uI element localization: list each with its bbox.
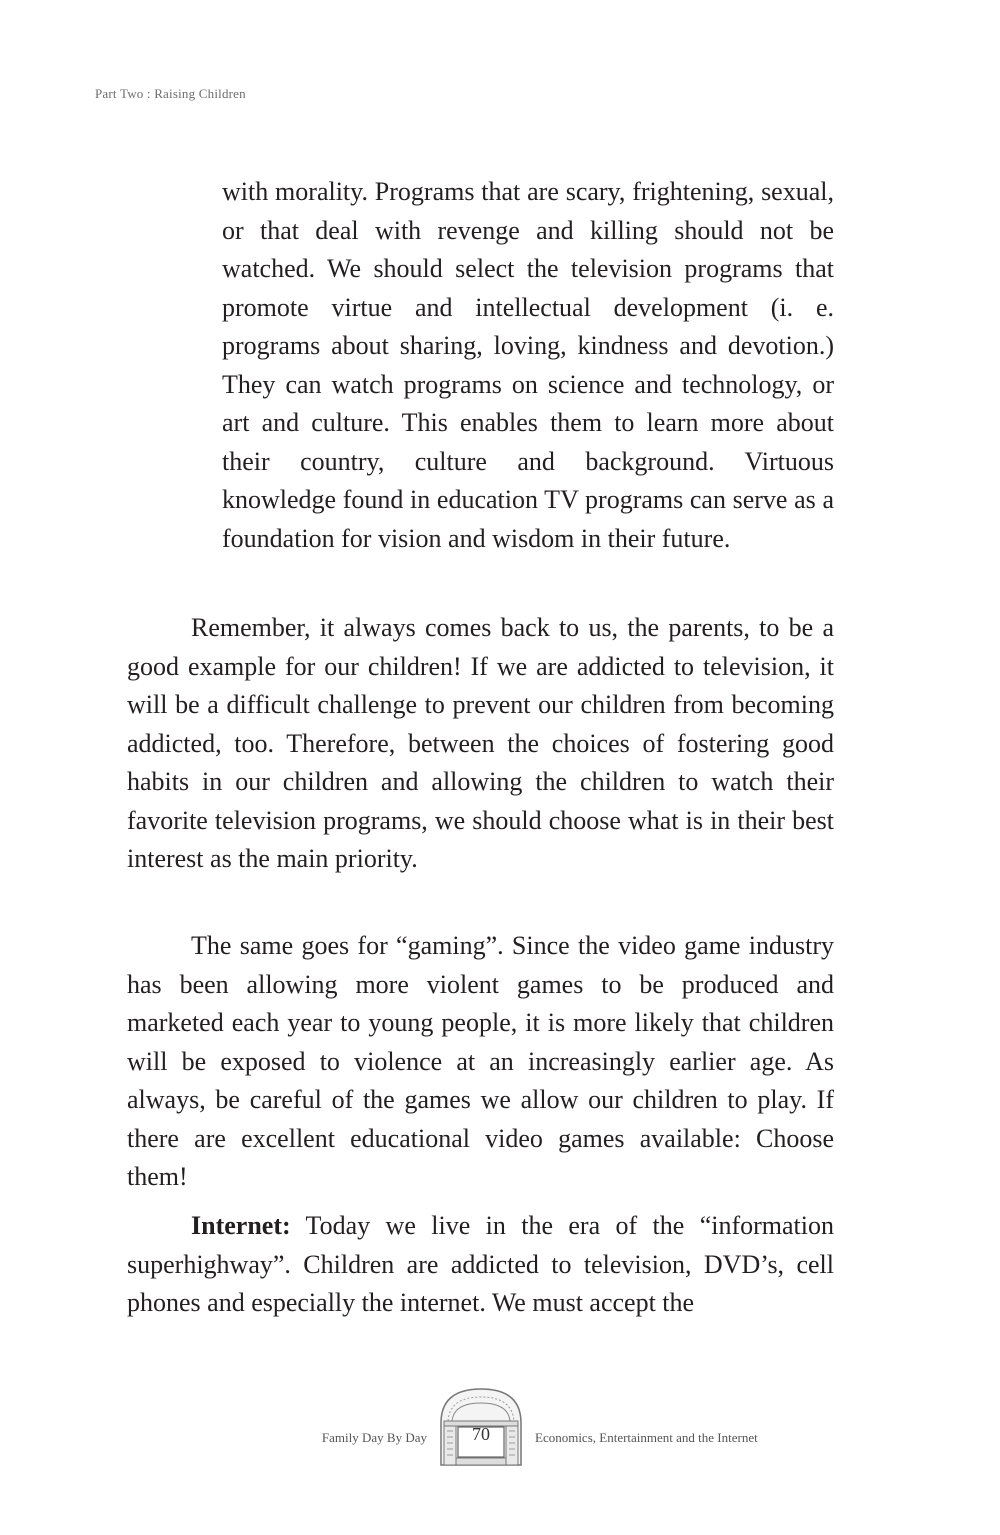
footer-book-title: Family Day By Day [321,1430,427,1445]
footer-chapter-title: Economics, Entertainment and the Internet [535,1430,758,1445]
internet-text: Today we live in the era of the “information superhighway”. Children are addicted to television, DVD’s, cell phones and especially the internet. We must accept the [127,1211,834,1317]
paragraph-parents-example: Remember, it always comes back to us, the parents, to be a good example for our children! If we are addicted to television, it will be a difficult challenge to prevent our children from becoming addicted, too. Therefore, between the choices of fostering good habits in our children and allowing the children to watch their favorite television programs, we should choose what is in their best interest as the main priority. [127,613,834,873]
paragraph-gaming: The same goes for “gaming”. Since the video game industry has been allowing more violent games to be produced and marketed each year to young people, it is more likely that children will be exposed to violence at an increasingly earlier age. As always, be careful of the games we allow our children to play. If there are excellent educational video games available: Choose them! [127,931,834,1191]
continued-paragraph: with morality. Programs that are scary, frightening, sexual, or that deal with revenge and killing should not be watched. We should select the television programs that promote virtue and intellectual development (i. e. programs about sharing, loving, kindness and devotion.) They can watch programs on science and technology, or art and culture. This enables them to learn more about their country, culture and background. Virtuous knowledge found in education TV programs can serve as a foundation for vision and wisdom in their future. [222,177,834,553]
page-number: 70 [472,1424,490,1444]
internet-heading: Internet: [191,1211,291,1240]
paragraph-internet [127,1207,834,1323]
running-head: Part Two : Raising Children [95,86,246,101]
